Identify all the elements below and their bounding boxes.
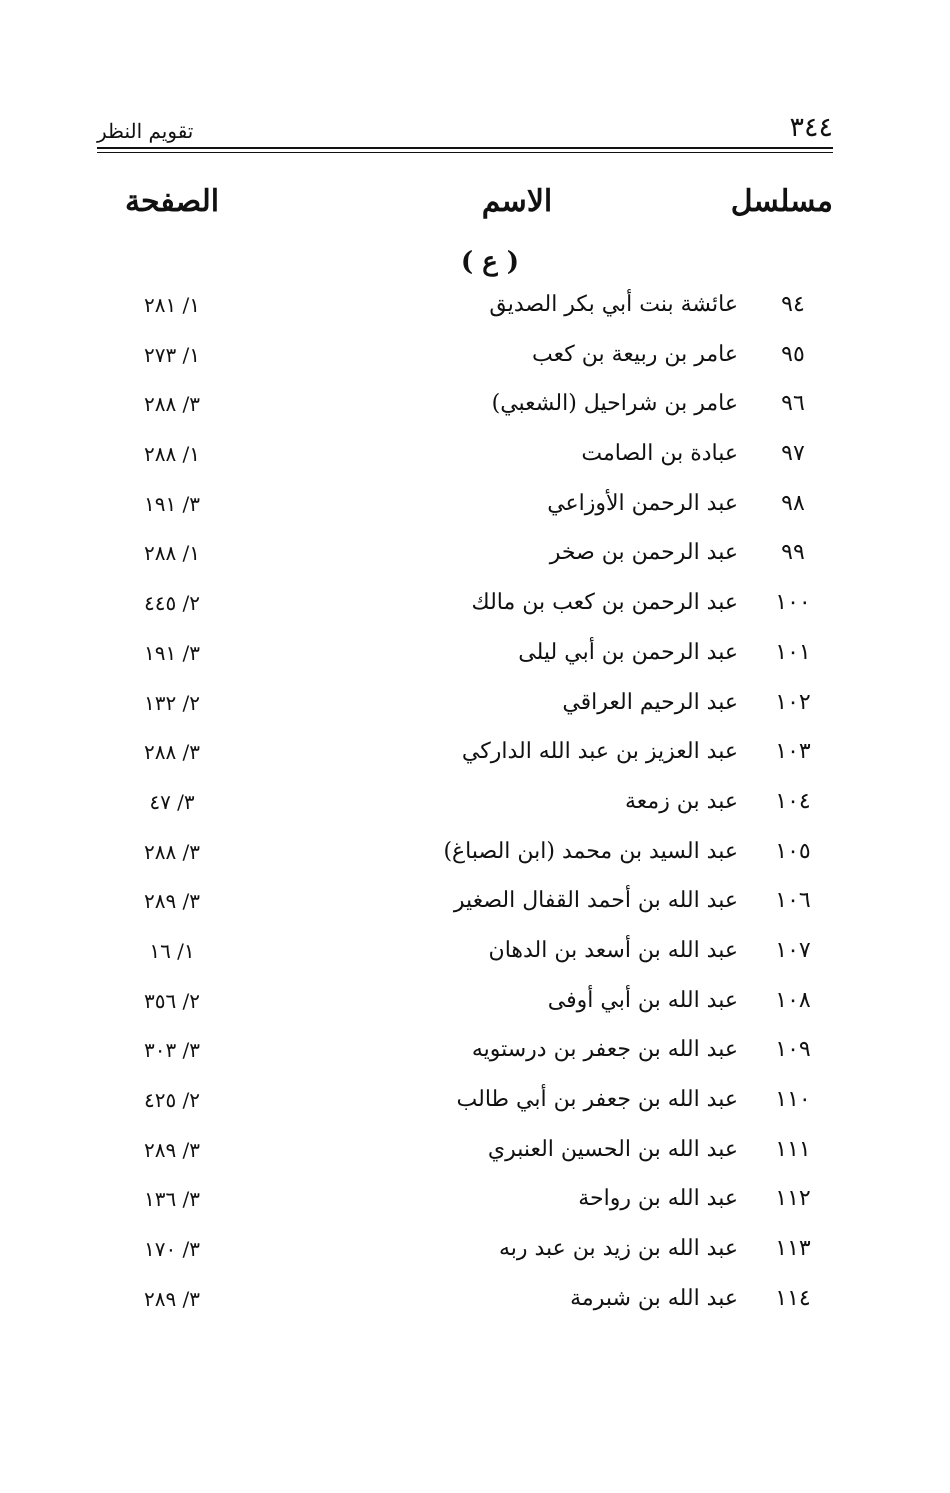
row-page: ١/ ٢٨٨ <box>143 541 201 566</box>
row-name: عبد الرحيم العراقي <box>562 689 738 715</box>
row-name: عبد السيد بن محمد (ابن الصباغ) <box>443 838 738 864</box>
row-page: ١/ ٢٨١ <box>143 293 201 317</box>
index-table <box>97 283 833 1326</box>
column-header-name: الاسم <box>481 184 553 219</box>
column-header-serial: مسلسل <box>730 184 833 219</box>
running-head <box>97 112 833 152</box>
row-serial: ١٠٧ <box>775 937 811 963</box>
table-row <box>97 482 833 532</box>
table-row <box>97 283 833 333</box>
row-serial: ١١١ <box>775 1136 811 1162</box>
row-page: ١/ ٢٨٨ <box>143 442 201 467</box>
row-page: ٣/ ١٩١ <box>143 640 201 665</box>
row-name: عبد الله بن أسعد بن الدهان <box>488 937 738 963</box>
row-page: ٣/ ٢٨٩ <box>143 1137 201 1162</box>
row-serial: ٩٧ <box>781 441 805 467</box>
table-row <box>97 1028 833 1078</box>
table-row <box>97 979 833 1029</box>
row-name: عبد الله بن جعفر بن درستويه <box>471 1037 738 1063</box>
table-row <box>97 432 833 482</box>
table-row <box>97 581 833 631</box>
row-name: عبد العزيز بن عبد الله الداركي <box>461 739 738 765</box>
table-row <box>97 730 833 780</box>
row-name: عبد الرحمن بن كعب بن مالك <box>471 590 738 616</box>
table-row <box>97 531 833 581</box>
row-page: ٢/ ١٣٢ <box>143 690 201 715</box>
row-page: ٣/ ٢٨٩ <box>143 1286 201 1311</box>
row-name: عبادة بن الصامت <box>581 441 738 467</box>
column-headers <box>97 180 833 230</box>
row-name: عبد الله بن رواحة <box>578 1186 738 1212</box>
table-row <box>97 1227 833 1277</box>
row-serial: ١٠٦ <box>775 888 811 914</box>
row-name: عامر بن ربيعة بن كعب <box>532 341 738 367</box>
row-name: عبد الله بن أحمد القفال الصغير <box>453 888 738 914</box>
table-row <box>97 1128 833 1178</box>
row-name: عبد الله بن جعفر بن أبي طالب <box>456 1087 738 1112</box>
row-serial: ١٠٨ <box>775 987 811 1013</box>
row-name: عامر بن شراحيل (الشعبي) <box>491 391 738 417</box>
row-page: ٣/ ٢٨٩ <box>143 889 201 914</box>
row-serial: ١٠٥ <box>775 838 811 864</box>
table-row <box>97 681 833 731</box>
row-serial: ١٠٩ <box>775 1037 811 1063</box>
row-page: ٣/ ١٣٦ <box>143 1187 201 1212</box>
section-letter: ( ع ) <box>460 247 520 277</box>
row-serial: ٩٥ <box>781 341 805 367</box>
table-row <box>97 1177 833 1227</box>
row-page: ٣/ ٢٨٨ <box>143 392 201 417</box>
row-name: عبد الله بن شبرمة <box>570 1285 738 1311</box>
table-row <box>97 631 833 681</box>
page-number: ٣٤٤ <box>789 112 833 143</box>
row-name: عبد الله بن زيد بن عبد ربه <box>498 1236 738 1262</box>
row-name: عبد الرحمن الأوزاعي <box>547 490 738 516</box>
table-row <box>97 830 833 880</box>
row-serial: ١١٠ <box>775 1087 811 1112</box>
row-serial: ١٠٤ <box>775 788 811 814</box>
row-name: عبد بن زمعة <box>625 788 738 814</box>
header-rule-thick <box>97 147 833 149</box>
row-page: ٢/ ٤٢٥ <box>143 1088 201 1112</box>
row-serial: ٩٨ <box>781 490 805 516</box>
row-serial: ١١٤ <box>775 1285 811 1311</box>
table-row <box>97 382 833 432</box>
row-page: ٢/ ٣٥٦ <box>143 988 201 1013</box>
row-serial: ١٠٠ <box>775 590 811 616</box>
row-serial: ٩٩ <box>781 540 805 566</box>
table-row <box>97 1277 833 1327</box>
row-name: عبد الله بن الحسين العنبري <box>487 1136 738 1162</box>
row-page: ١/ ١٦ <box>149 938 195 963</box>
table-row <box>97 780 833 830</box>
row-serial: ١٠٣ <box>775 739 811 765</box>
row-serial: ١٠١ <box>775 639 811 665</box>
header-rule-thin <box>97 152 833 153</box>
row-serial: ٩٤ <box>781 292 805 317</box>
row-page: ٢/ ٤٤٥ <box>143 591 201 616</box>
row-name: عبد الله بن أبي أوفى <box>547 987 738 1013</box>
table-row <box>97 333 833 383</box>
row-page: ٣/ ١٩١ <box>143 491 201 516</box>
row-name: عبد الرحمن بن أبي ليلى <box>518 639 738 665</box>
table-row <box>97 879 833 929</box>
row-page: ٣/ ١٧٠ <box>143 1237 201 1262</box>
row-serial: ١١٢ <box>775 1186 811 1212</box>
book-title: تقويم النظر <box>97 119 194 143</box>
row-name: عائشة بنت أبي بكر الصديق <box>489 292 738 317</box>
row-page: ١/ ٢٧٣ <box>143 342 201 367</box>
row-page: ٣/ ٢٨٨ <box>143 839 201 864</box>
table-row <box>97 929 833 979</box>
row-serial: ١٠٢ <box>775 689 811 715</box>
row-page: ٣/ ٢٨٨ <box>143 740 201 765</box>
row-serial: ٩٦ <box>781 391 805 417</box>
table-row <box>97 1078 833 1128</box>
row-page: ٣/ ٣٠٣ <box>143 1038 201 1063</box>
row-page: ٣/ ٤٧ <box>149 789 195 814</box>
row-name: عبد الرحمن بن صخر <box>549 540 738 566</box>
row-serial: ١١٣ <box>775 1236 811 1262</box>
column-header-page: الصفحة <box>124 184 220 219</box>
